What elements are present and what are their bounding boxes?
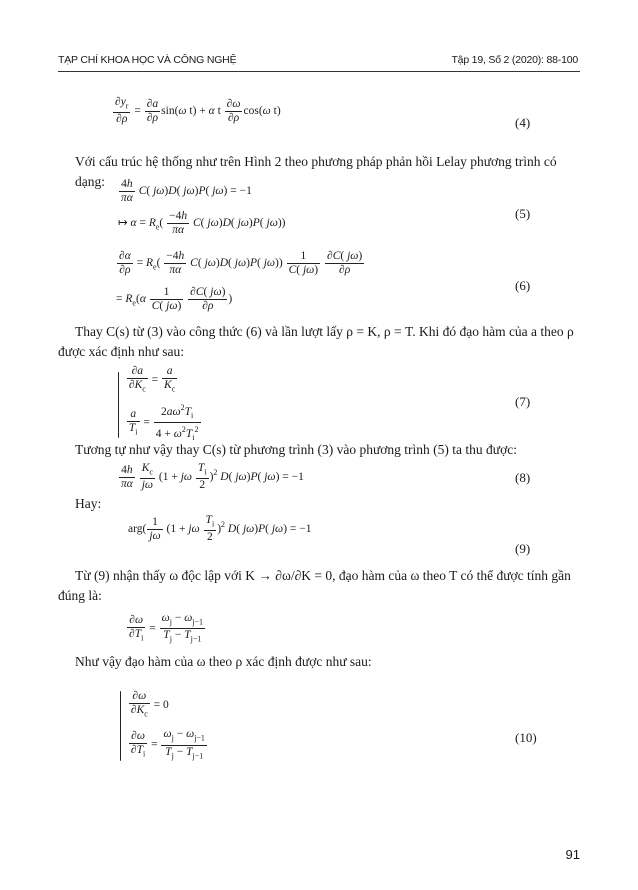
equation-number: (10) xyxy=(515,730,537,745)
paragraph: Với cấu trúc hệ thống như trên Hình 2 theo phương pháp phản hồi Lelay phương trình có dạng: xyxy=(75,154,557,189)
equation-10: $\frac{\partial\omega}{\partial K_c}$ = 0 $\frac{\partial\omega}{\partial T_i}$ = $\frac{\omega_j - \omega_{j-1}}{T_j - T_{j-1}}$ xyxy=(120,690,208,762)
paragraph: Thay C(s) từ (3) vào công thức (6) và lần lượt lấy ρ = K, ρ = T. Khi đó đạo hàm của a theo ρ được xác định như sau: xyxy=(58,324,574,359)
equation-number: (7) xyxy=(515,394,531,409)
equation-5-line2: ↦ $\alpha = R_e$( $\frac{-4h}{\pi\alpha}$ C( jω)D( jω)P( jω)) xyxy=(118,210,286,236)
equation-8: $\frac{4h}{\pi\alpha}$ $\frac{K_c}{j\omega}$ (1 + jω $\frac{T_i}{2}$ )$^2$ D( jω)P( jω) = −1 xyxy=(121,462,304,492)
equation-number: (8) xyxy=(515,470,531,485)
equation-6-line1: $\frac{\partial\alpha}{\partial\rho}$ = $R_e$( $\frac{-4h}{\pi\alpha}$ C( jω)D( jω)P( jω)) $\frac{1}{C( j\omega)}$ $\frac{\partial C( j\omega)}{\partial\rho}$ xyxy=(119,250,363,276)
equation-4: $\frac{\partial y_r}{\partial\rho}$ = $\frac{\partial a}{\partial\rho}$ sin(ω t) + α t $\frac{\partial\omega}{\partial\rho}$ cos(ω t) xyxy=(115,96,281,126)
equation-6-line2: = $R_e(\alpha$ $\frac{1}{C( j\omega)}$ $\frac{\partial C( j\omega)}{\partial\rho}$ ) xyxy=(116,286,233,312)
paragraph: Như vậy đạo hàm của ω theo ρ xác định được như sau: xyxy=(75,654,372,669)
equation-number: (5) xyxy=(515,206,531,221)
paragraph: Hay: xyxy=(75,496,102,511)
equation-number: (6) xyxy=(515,278,531,293)
equation-7: $\frac{\partial a}{\partial K_c}$ = $\frac{a}{K_c}$ $\frac{a}{T_i}$ = $\frac{2a\omega^2T_i}{4 + \omega^2T_i^2}$ xyxy=(118,365,202,445)
page-header xyxy=(58,52,578,72)
equation-derivative: $\frac{\partial\omega}{\partial T_i}$ = $\frac{\omega_j - \omega_{j-1}}{T_j - T_{j-1}}$ xyxy=(129,612,204,644)
paragraph: Từ (9) nhận thấy ω độc lập với K → ∂ω/∂K = 0, đạo hàm của ω theo T có thể được tính gần đúng là: xyxy=(58,568,571,603)
equation-number: (4) xyxy=(515,115,531,130)
equation-9: arg( $\frac{1}{j\omega}$ (1 + jω $\frac{T_i}{2}$ )$^2$ D( jω)P( jω) = −1 xyxy=(128,514,312,544)
equation-number: (9) xyxy=(515,541,531,556)
journal-title: TẠP CHÍ KHOA HỌC VÀ CÔNG NGHỆ xyxy=(58,54,237,66)
issue-info: Tập 19, Số 2 (2020): 88-100 xyxy=(451,54,578,66)
header-rule xyxy=(58,71,580,72)
equation-5-line1: $\frac{4h}{\pi\alpha}$ C( jω)D( jω)P( jω) = −1 xyxy=(121,178,252,204)
page-number: 91 xyxy=(565,847,580,862)
paragraph: Tương tự như vậy thay C(s) từ phương trình (3) vào phương trình (5) ta thu được: xyxy=(75,442,517,457)
